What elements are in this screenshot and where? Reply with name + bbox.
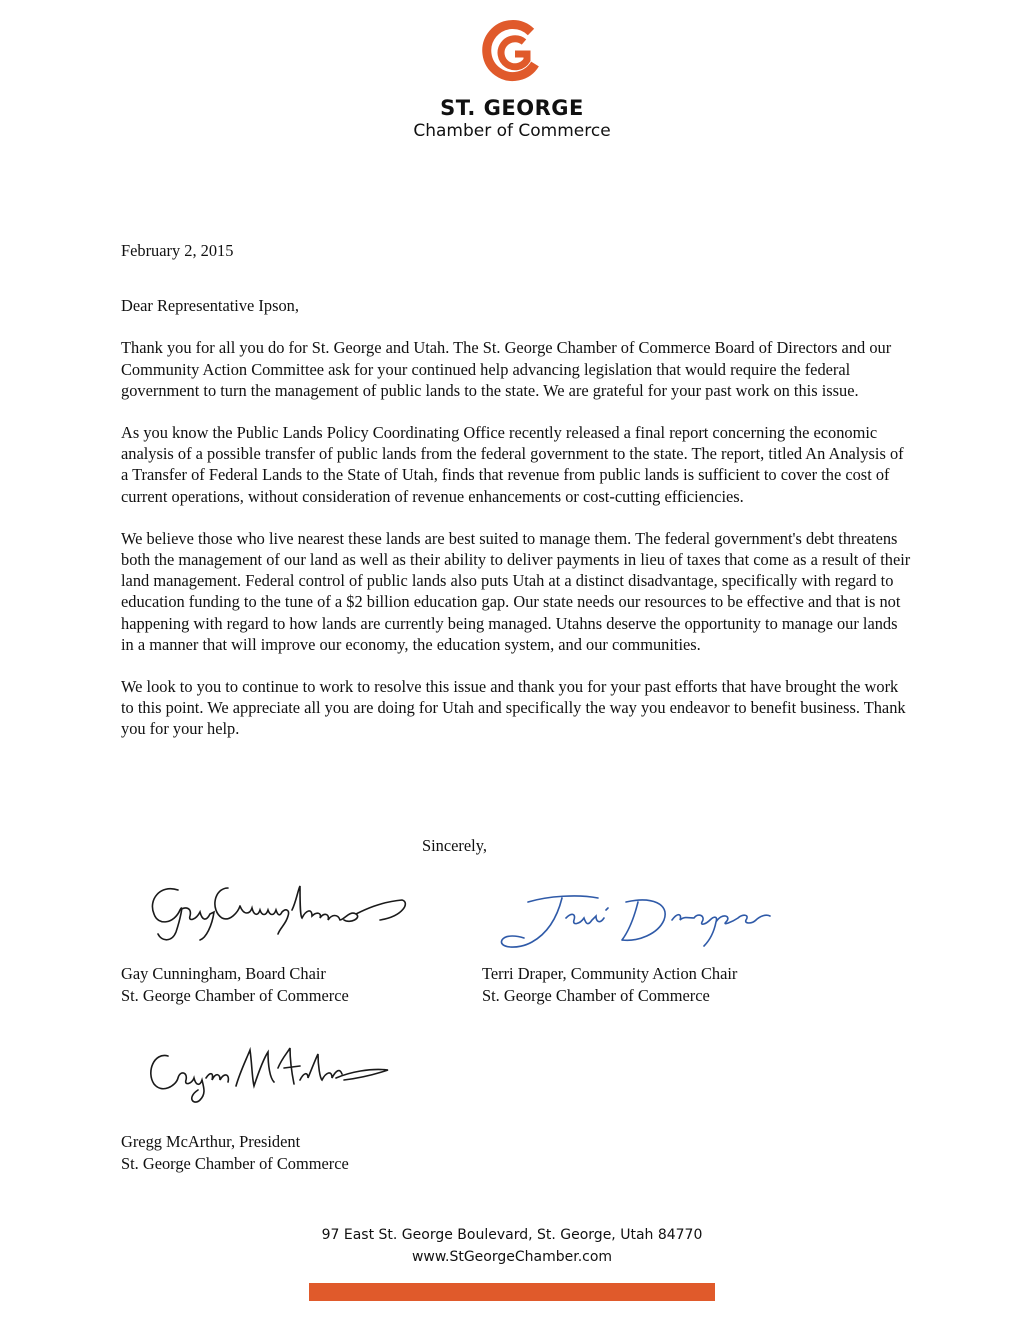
letter-date: February 2, 2015 — [121, 241, 234, 260]
paragraph: As you know the Public Lands Policy Coordinating Office recently released a final report concerning the economic analysis of a possible transfer of public lands from the federal government to the state. The report, titled An Analysis of a Transfer of Federal Lands to the State of Utah, finds that revenue from public lands is sufficient to cover the cost of current operations, without consideration of revenue enhancements or cost-cutting efficiencies. — [121, 423, 904, 506]
footer-address: 97 East St. George Boulevard, St. George, Utah 84770 — [321, 1227, 703, 1243]
signature-gay-cunningham — [140, 880, 415, 950]
signature-block-terri-draper — [482, 963, 737, 1006]
letter-body — [121, 240, 911, 761]
chamber-logo — [477, 18, 547, 88]
signatory-name: Terri Draper, Community Action Chair — [482, 964, 738, 983]
paragraph: Thank you for all you do for St. George and Utah. The St. George Chamber of Commerce Board of Directors and our Community Action Committee ask for your continued help advancing legislation that would require the federal government to turn the management of public lands to the state. We are grateful for your past work on this issue. — [121, 338, 892, 400]
letter-footer — [0, 1224, 1024, 1268]
paragraph: We look to you to continue to work to resolve this issue and thank you for your past efforts that have brought the work to this point. We appreciate all you are doing for Utah and specifically the way you endeavor to benefit business. Thank you for your help. — [121, 677, 906, 739]
signature-block-gregg-mcarthur — [121, 1131, 349, 1174]
signatory-name: Gay Cunningham, Board Chair — [121, 964, 326, 983]
signatory-name: Gregg McArthur, President — [121, 1132, 301, 1151]
signature-terri-draper — [488, 888, 783, 958]
paragraph: We believe those who live nearest these lands are best suited to manage them. The federal government's debt threatens both the management of our land as well as their ability to deliver payments in lieu of taxes that come as a result of their land management. Federal control of public lands also puts Utah at a distinct disadvantage, specifically with regard to education funding to the tune of a $2 billion education gap. Our state needs our resources to be effective and that is not happening with regard to how lands are currently being managed. Utahns deserve the opportunity to manage our lands in a manner that will improve our economy, the education system, and our communities. — [121, 528, 911, 654]
signature-gregg-mcarthur — [140, 1038, 400, 1118]
org-subtitle: Chamber of Commerce — [413, 121, 611, 141]
signatory-org: St. George Chamber of Commerce — [482, 985, 710, 1005]
salutation: Dear Representative Ipson, — [121, 296, 299, 316]
closing: Sincerely, — [422, 836, 487, 855]
org-name: ST. GEORGE — [440, 96, 584, 120]
signatory-org: St. George Chamber of Commerce — [121, 1153, 349, 1173]
footer-website[interactable]: www.StGeorgeChamber.com — [411, 1249, 613, 1265]
signature-block-gay-cunningham — [121, 963, 349, 1006]
footer-accent-bar — [309, 1283, 715, 1301]
letterhead — [0, 18, 1024, 141]
signatory-org: St. George Chamber of Commerce — [121, 985, 349, 1005]
